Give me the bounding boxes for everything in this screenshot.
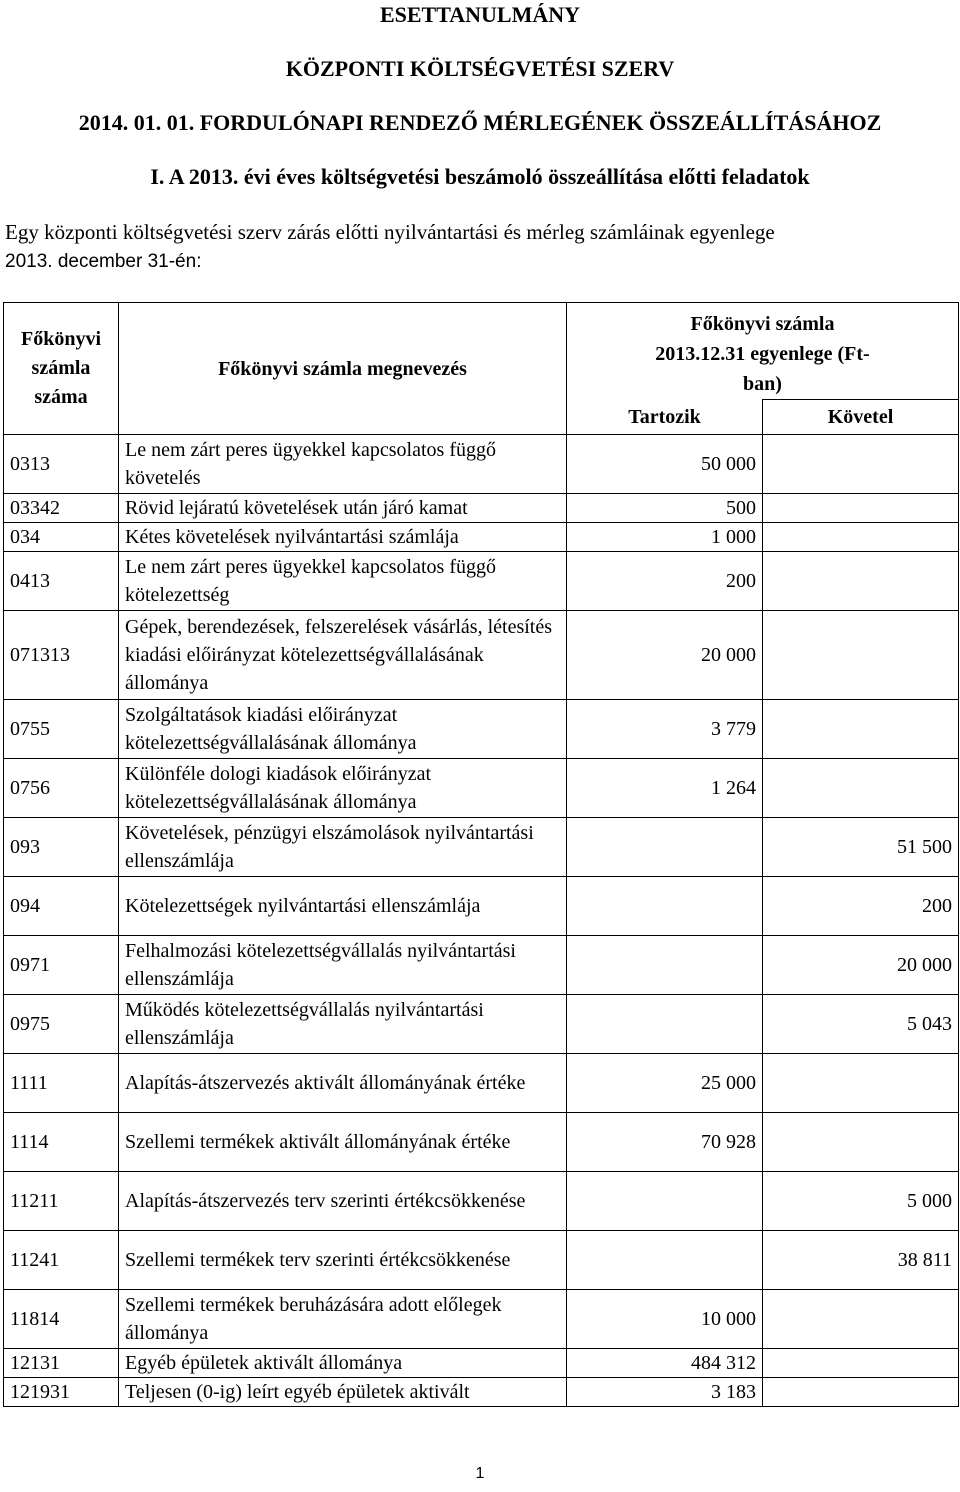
- table-row: [4, 523, 959, 552]
- debit-amount-cell: 3 183: [567, 1378, 763, 1407]
- page-number: 1: [475, 1465, 485, 1482]
- credit-amount-cell: [763, 552, 959, 611]
- debit-amount-cell: [567, 1172, 763, 1231]
- ledger-table: [3, 302, 959, 1407]
- account-name-cell: Alapítás-átszervezés terv szerinti értékcsökkenése: [119, 1172, 567, 1231]
- account-name-cell: Szolgáltatások kiadási előirányzat kötelezettségvállalásának állománya: [119, 700, 567, 759]
- account-name-cell: Le nem zárt peres ügyekkel kapcsolatos függő követelés: [119, 435, 567, 494]
- account-name-cell: Szellemi termékek terv szerinti értékcsökkenése: [119, 1231, 567, 1290]
- account-name-cell: Felhalmozási kötelezettségvállalás nyilvántartási ellenszámlája: [119, 936, 567, 995]
- account-name-cell: Különféle dologi kiadások előirányzat kötelezettségvállalásának állománya: [119, 759, 567, 818]
- account-name-cell: Egyéb épületek aktivált állománya: [119, 1349, 567, 1378]
- credit-amount-cell: [763, 759, 959, 818]
- table-row: [4, 1113, 959, 1172]
- account-code-cell: 11814: [4, 1290, 119, 1349]
- account-code-cell: 034: [4, 523, 119, 552]
- header-credit: Követel: [763, 400, 959, 435]
- debit-amount-cell: 1 264: [567, 759, 763, 818]
- account-name-cell: Rövid lejáratú követelések után járó kamat: [119, 494, 567, 523]
- document-title: ESETTANULMÁNY: [379, 2, 581, 27]
- credit-amount-cell: [763, 1290, 959, 1349]
- table-row: [4, 494, 959, 523]
- debit-amount-cell: 70 928: [567, 1113, 763, 1172]
- debit-amount-cell: 10 000: [567, 1290, 763, 1349]
- table-row: [4, 759, 959, 818]
- account-code-cell: 11241: [4, 1231, 119, 1290]
- debit-amount-cell: 50 000: [567, 435, 763, 494]
- table-row: [4, 1231, 959, 1290]
- account-code-cell: 0971: [4, 936, 119, 995]
- table-row: [4, 700, 959, 759]
- debit-amount-cell: 1 000: [567, 523, 763, 552]
- credit-amount-cell: 38 811: [763, 1231, 959, 1290]
- section-heading: I. A 2013. évi éves költségvetési beszámoló összeállítása előtti feladatok: [150, 164, 810, 189]
- table-row: [4, 936, 959, 995]
- account-code-cell: 0413: [4, 552, 119, 611]
- ledger-body: [4, 435, 959, 1407]
- account-name-cell: Gépek, berendezések, felszerelések vásárlás, létesítés kiadási előirányzat kötelezettségvállalásának állománya: [119, 611, 567, 700]
- intro-line: Egy központi költségvetési szerv zárás előtti nyilvántartási és mérleg számláinak egyenlege: [5, 220, 775, 244]
- intro-line-date: 2013. december 31-én:: [5, 251, 202, 272]
- table-header-row: [4, 303, 959, 400]
- credit-amount-cell: [763, 1378, 959, 1407]
- account-code-cell: 121931: [4, 1378, 119, 1407]
- document-subtitle-date: 2014. 01. 01. FORDULÓNAPI RENDEZŐ MÉRLEGÉNEK ÖSSZEÁLLÍTÁSÁHOZ: [78, 110, 882, 135]
- debit-amount-cell: 25 000: [567, 1054, 763, 1113]
- credit-amount-cell: 51 500: [763, 818, 959, 877]
- table-row: [4, 435, 959, 494]
- credit-amount-cell: 5 000: [763, 1172, 959, 1231]
- account-name-cell: Teljesen (0-ig) leírt egyéb épületek aktivált: [119, 1378, 567, 1407]
- debit-amount-cell: 20 000: [567, 611, 763, 700]
- account-code-cell: 071313: [4, 611, 119, 700]
- header-account-code: Főkönyvi számla száma: [4, 303, 119, 435]
- debit-amount-cell: 3 779: [567, 700, 763, 759]
- credit-amount-cell: [763, 494, 959, 523]
- table-row: [4, 877, 959, 936]
- table-row: [4, 818, 959, 877]
- account-code-cell: 093: [4, 818, 119, 877]
- account-name-cell: Kötelezettségek nyilvántartási ellenszámlája: [119, 877, 567, 936]
- header-balance: Főkönyvi számla 2013.12.31 egyenlege (Ft-ban): [567, 303, 959, 400]
- debit-amount-cell: [567, 818, 763, 877]
- account-name-cell: Le nem zárt peres ügyekkel kapcsolatos függő kötelezettség: [119, 552, 567, 611]
- account-name-cell: Szellemi termékek aktivált állományának értéke: [119, 1113, 567, 1172]
- table-row: [4, 552, 959, 611]
- account-code-cell: 0313: [4, 435, 119, 494]
- credit-amount-cell: 5 043: [763, 995, 959, 1054]
- credit-amount-cell: 20 000: [763, 936, 959, 995]
- table-row: [4, 1349, 959, 1378]
- credit-amount-cell: [763, 611, 959, 700]
- credit-amount-cell: [763, 1349, 959, 1378]
- account-name-cell: Kétes követelések nyilvántartási számlája: [119, 523, 567, 552]
- header-account-name: Főkönyvi számla megnevezés: [119, 303, 567, 435]
- debit-amount-cell: [567, 877, 763, 936]
- account-code-cell: 11211: [4, 1172, 119, 1231]
- account-code-cell: 0975: [4, 995, 119, 1054]
- credit-amount-cell: [763, 523, 959, 552]
- debit-amount-cell: [567, 1231, 763, 1290]
- account-code-cell: 03342: [4, 494, 119, 523]
- header-debit: Tartozik: [567, 400, 763, 435]
- account-name-cell: Követelések, pénzügyi elszámolások nyilvántartási ellenszámlája: [119, 818, 567, 877]
- account-code-cell: 1114: [4, 1113, 119, 1172]
- credit-amount-cell: [763, 435, 959, 494]
- debit-amount-cell: 484 312: [567, 1349, 763, 1378]
- debit-amount-cell: 200: [567, 552, 763, 611]
- credit-amount-cell: 200: [763, 877, 959, 936]
- debit-amount-cell: 500: [567, 494, 763, 523]
- table-row: [4, 995, 959, 1054]
- table-row: [4, 611, 959, 700]
- credit-amount-cell: [763, 1054, 959, 1113]
- table-row: [4, 1378, 959, 1407]
- table-row: [4, 1054, 959, 1113]
- table-row: [4, 1290, 959, 1349]
- debit-amount-cell: [567, 995, 763, 1054]
- account-code-cell: 0756: [4, 759, 119, 818]
- account-code-cell: 0755: [4, 700, 119, 759]
- account-code-cell: 094: [4, 877, 119, 936]
- credit-amount-cell: [763, 700, 959, 759]
- account-code-cell: 1111: [4, 1054, 119, 1113]
- account-name-cell: Alapítás-átszervezés aktivált állományának értéke: [119, 1054, 567, 1113]
- intro-paragraph: [5, 218, 955, 276]
- credit-amount-cell: [763, 1113, 959, 1172]
- debit-amount-cell: [567, 936, 763, 995]
- account-code-cell: 12131: [4, 1349, 119, 1378]
- account-name-cell: Szellemi termékek beruházására adott előlegek állománya: [119, 1290, 567, 1349]
- document-subtitle: KÖZPONTI KÖLTSÉGVETÉSI SZERV: [285, 56, 675, 81]
- account-name-cell: Működés kötelezettségvállalás nyilvántartási ellenszámlája: [119, 995, 567, 1054]
- table-row: [4, 1172, 959, 1231]
